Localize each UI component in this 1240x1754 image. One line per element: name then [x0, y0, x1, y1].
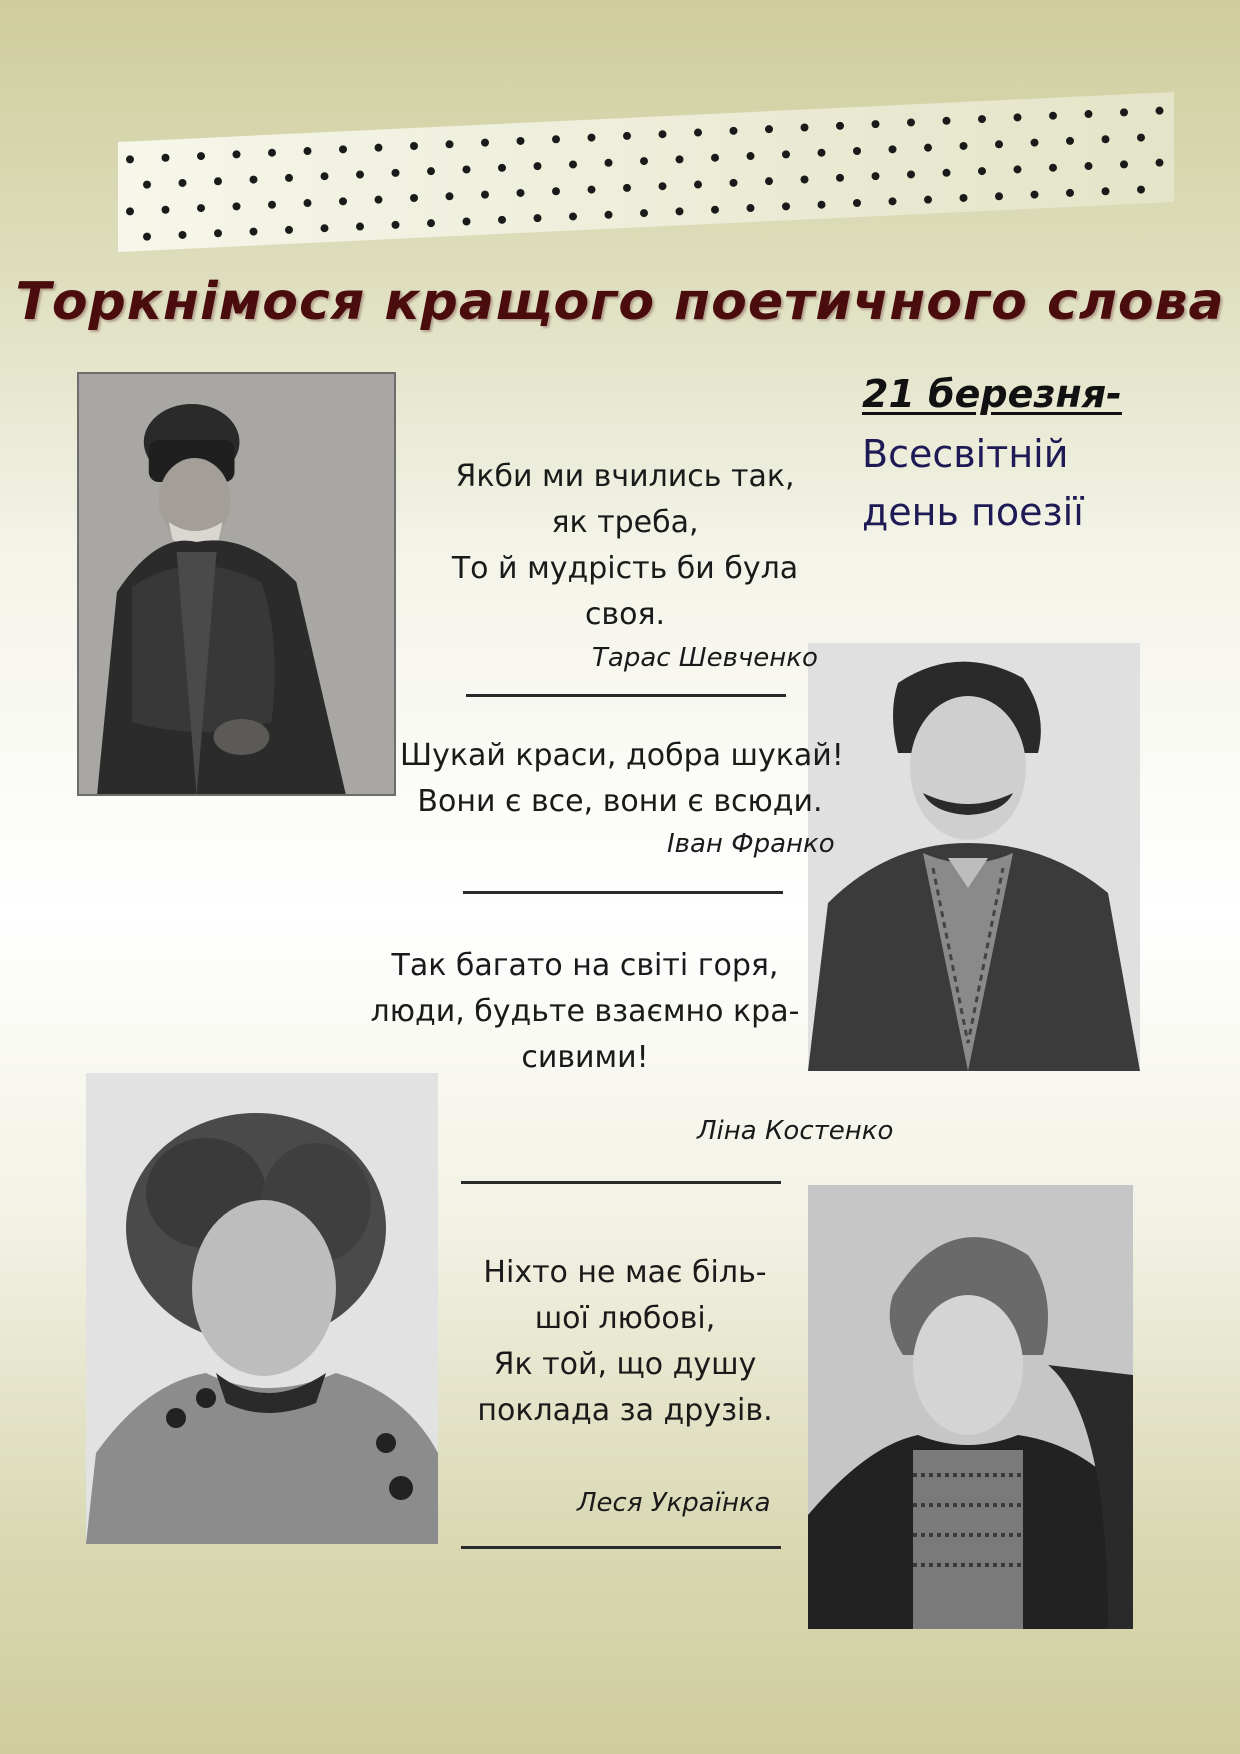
ribbon-dot — [960, 194, 968, 202]
quote-line: Шукай краси, добра шукай! — [400, 738, 844, 773]
divider-line — [461, 1546, 781, 1549]
ribbon-dot — [836, 174, 844, 182]
ribbon-dot — [1120, 108, 1128, 116]
ribbon-dot — [730, 179, 738, 187]
ribbon-dot — [730, 127, 738, 135]
divider-line — [463, 891, 783, 894]
ribbon-dot — [214, 229, 222, 237]
ribbon-dot — [304, 199, 312, 207]
ribbon-dot — [623, 132, 631, 140]
ribbon-dot — [250, 228, 258, 236]
ribbon-dot — [552, 187, 560, 195]
ribbon-dot — [356, 223, 364, 231]
quote-kostenko — [365, 943, 805, 1081]
quote-line: шої любові, — [534, 1301, 716, 1336]
ribbon-dot — [179, 231, 187, 239]
ribbon-dot — [463, 165, 471, 173]
divider-line — [466, 694, 786, 697]
ribbon-dot — [143, 181, 151, 189]
ribbon-dot — [640, 209, 648, 217]
ribbon-dot — [1049, 164, 1057, 172]
ribbon-dot — [162, 154, 170, 162]
ribbon-dot — [410, 194, 418, 202]
ribbon-dot — [569, 212, 577, 220]
ribbon-dot — [995, 140, 1003, 148]
ribbon-dot — [659, 130, 667, 138]
portrait-franko — [808, 643, 1140, 1071]
ribbon-dot — [978, 115, 986, 123]
ribbon-dot — [872, 172, 880, 180]
ribbon-dot — [747, 204, 755, 212]
ribbon-dot — [126, 155, 134, 163]
ribbon-dot — [588, 134, 596, 142]
ribbon-dot — [943, 169, 951, 177]
author-franko: Іван Франко — [667, 829, 835, 859]
ribbon-dot — [321, 172, 329, 180]
quote-line: Так багато на світі горя, — [391, 948, 779, 983]
ribbon-dot — [694, 129, 702, 137]
ribbon-dot — [304, 147, 312, 155]
ribbon-dot — [659, 182, 667, 190]
ribbon-dot — [569, 160, 577, 168]
ribbon-dot — [676, 207, 684, 215]
ribbon-dot — [711, 154, 719, 162]
poetry-day-line-2: день поезії — [862, 490, 1084, 534]
ribbon-dot — [250, 176, 258, 184]
portrait-shevchenko — [77, 372, 396, 796]
ribbon-dot — [427, 219, 435, 227]
divider-line — [461, 1181, 781, 1184]
ribbon-dot — [1102, 187, 1110, 195]
ribbon-dot — [552, 135, 560, 143]
ribbon-dot — [197, 152, 205, 160]
ribbon-dot — [605, 211, 613, 219]
ribbon-dot — [907, 118, 915, 126]
page-title: Торкнімося кращого поетичного слова — [15, 272, 1225, 332]
ribbon-dot — [1066, 189, 1074, 197]
ribbon-dot — [1031, 191, 1039, 199]
ribbon-dot — [676, 155, 684, 163]
ribbon-dot — [978, 167, 986, 175]
ribbon-dot — [356, 171, 364, 179]
ribbon-dot — [907, 170, 915, 178]
ribbon-dot — [818, 149, 826, 157]
ribbon-dot — [517, 137, 525, 145]
ribbon-dot — [392, 221, 400, 229]
ribbon-dot — [605, 159, 613, 167]
quote-line: поклада за друзів. — [477, 1393, 773, 1428]
quote-line: Вони є все, вони є всюди. — [417, 784, 823, 819]
poetry-day-line-1: Всесвітній — [862, 432, 1069, 476]
ribbon-dot — [410, 142, 418, 150]
quote-line: як треба, — [551, 505, 699, 540]
ribbon-dot — [268, 149, 276, 157]
author-ukrainka: Леся Українка — [577, 1488, 771, 1518]
ribbon-dot — [640, 157, 648, 165]
dotted-ribbon-decoration — [118, 92, 1174, 252]
ribbon-dot — [481, 191, 489, 199]
ribbon-dot — [517, 189, 525, 197]
ribbon-dot — [197, 204, 205, 212]
ribbon-dot — [1049, 112, 1057, 120]
ribbon-dot — [1137, 134, 1145, 142]
ribbon-dot — [534, 214, 542, 222]
ribbon-dot — [463, 217, 471, 225]
ribbon-dot — [268, 201, 276, 209]
ribbon-dot — [427, 167, 435, 175]
author-shevchenko: Тарас Шевченко — [592, 643, 818, 673]
ribbon-dot — [233, 202, 241, 210]
ribbon-dot — [818, 201, 826, 209]
ribbon-dot — [339, 145, 347, 153]
ribbon-dot — [711, 206, 719, 214]
ribbon-dot — [924, 196, 932, 204]
ribbon-dot — [889, 145, 897, 153]
ribbon-dot — [214, 177, 222, 185]
ribbon-dot — [321, 224, 329, 232]
ribbon-dot — [1014, 113, 1022, 121]
ribbon-dot — [375, 144, 383, 152]
ribbon-dot — [1031, 139, 1039, 147]
ribbon-dot — [801, 123, 809, 131]
ribbon-dot — [162, 206, 170, 214]
ribbon-dot — [588, 186, 596, 194]
ribbon-dot — [782, 150, 790, 158]
ribbon-dot — [1156, 107, 1164, 115]
ribbon-dot — [481, 139, 489, 147]
ribbon-dot — [339, 197, 347, 205]
quote-line: Як той, що душу — [493, 1347, 757, 1382]
ribbon-dot — [801, 175, 809, 183]
quote-line: То й мудрість би була — [451, 551, 799, 586]
ribbon-dot — [285, 226, 293, 234]
ribbon-dot — [960, 142, 968, 150]
ribbon-dot — [889, 197, 897, 205]
ribbon-dot — [1085, 162, 1093, 170]
portrait-kostenko — [86, 1073, 438, 1544]
ribbon-dot — [1120, 160, 1128, 168]
ribbon-dot — [498, 164, 506, 172]
ribbon-dot — [623, 184, 631, 192]
ribbon-dot — [233, 150, 241, 158]
ribbon-dot — [694, 181, 702, 189]
ribbon-dot — [1066, 137, 1074, 145]
ribbon-dot — [1102, 135, 1110, 143]
quote-line: люди, будьте взаємно кра- — [370, 994, 800, 1029]
ribbon-dot — [1156, 159, 1164, 167]
ribbon-dot — [375, 196, 383, 204]
quote-franko — [400, 733, 844, 825]
date-heading: 21 березня- — [862, 372, 1122, 416]
ribbon-dot — [143, 233, 151, 241]
quote-line: Ніхто не має біль- — [483, 1255, 767, 1290]
ribbon-dot — [1085, 110, 1093, 118]
quote-line: сивими! — [521, 1040, 649, 1075]
quote-shevchenko — [425, 454, 825, 638]
ribbon-dot — [853, 199, 861, 207]
ribbon-dot — [179, 179, 187, 187]
ribbon-dot — [995, 192, 1003, 200]
ribbon-dot — [126, 207, 134, 215]
ribbon-dot — [392, 169, 400, 177]
ribbon-dot — [747, 152, 755, 160]
ribbon-dot — [943, 117, 951, 125]
ribbon-dot — [836, 122, 844, 130]
ribbon-dot — [285, 174, 293, 182]
ribbon-dot — [534, 162, 542, 170]
ribbon-dot — [765, 177, 773, 185]
ribbon-dot — [765, 125, 773, 133]
ribbon-dot — [498, 216, 506, 224]
ribbon-dot — [446, 140, 454, 148]
quote-ukrainka — [445, 1250, 805, 1434]
ribbon-dot — [924, 144, 932, 152]
ribbon-dot — [446, 192, 454, 200]
ribbon-dot — [872, 120, 880, 128]
ribbon-dot — [782, 202, 790, 210]
quote-line: своя. — [584, 597, 666, 632]
ribbon-dot — [1014, 165, 1022, 173]
author-kostenko: Ліна Костенко — [697, 1116, 894, 1146]
ribbon-dot — [853, 147, 861, 155]
ribbon-dot — [1137, 186, 1145, 194]
quote-line: Якби ми вчились так, — [455, 459, 795, 494]
portrait-ukrainka — [808, 1185, 1133, 1629]
